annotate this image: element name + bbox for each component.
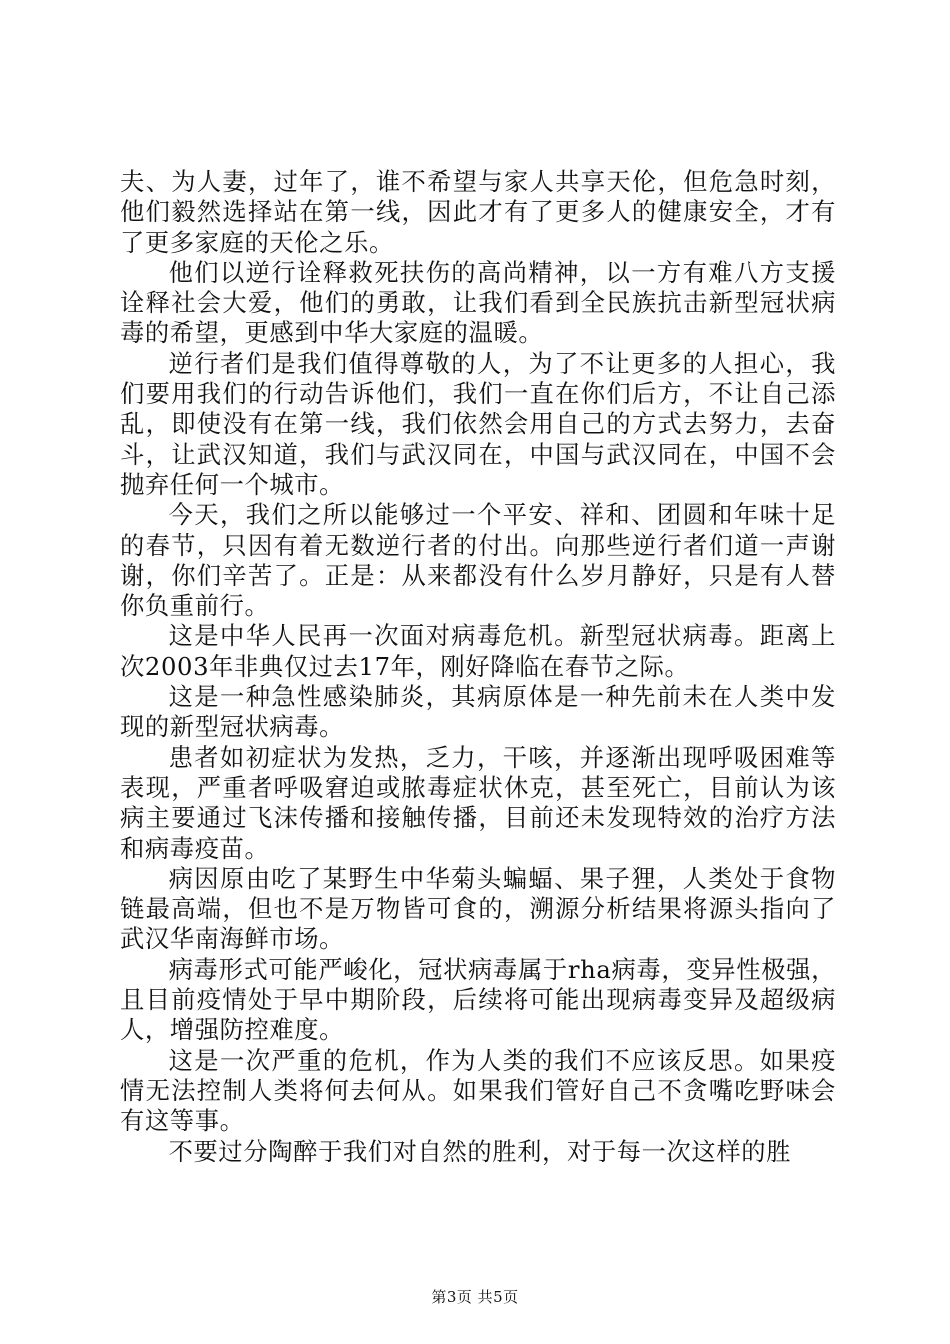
paragraph-10: 这是一次严重的危机，作为人类的我们不应该反思。如果疫情无法控制人类将何去何从。如果我们管好自己不贪嘴吃野味会有这等事。 [120, 1045, 836, 1136]
paragraph-3: 逆行者们是我们值得尊敬的人，为了不让更多的人担心，我们要用我们的行动告诉他们，我们一直在你们后方，不让自己添乱，即使没有在第一线，我们依然会用自己的方式去努力，去奋斗，让武汉知道，我们与武汉同在，中国与武汉同在，中国不会抛弃任何一个城市。 [120, 348, 836, 499]
paragraph-4: 今天，我们之所以能够过一个平安、祥和、团圆和年味十足的春节，只因有着无数逆行者的付出。向那些逆行者们道一声谢谢，你们辛苦了。正是：从来都没有什么岁月静好，只是有人替你负重前行。 [120, 500, 836, 621]
paragraph-1: 夫、为人妻，过年了，谁不希望与家人共享天伦，但危急时刻，他们毅然选择站在第一线，因此才有了更多人的健康安全，才有了更多家庭的天伦之乐。 [120, 167, 836, 257]
paragraph-6: 这是一种急性感染肺炎，其病原体是一种先前未在人类中发现的新型冠状病毒。 [120, 682, 836, 742]
paragraph-11: 不要过分陶醉于我们对自然的胜利，对于每一次这样的胜 [168, 1136, 792, 1166]
paragraph-2: 他们以逆行诠释救死扶伤的高尚精神，以一方有难八方支援诠释社会大爱，他们的勇敢，让我们看到全民族抗击新型冠状病毒的希望，更感到中华大家庭的温暖。 [120, 257, 836, 348]
paragraph-5: 这是中华人民再一次面对病毒危机。新型冠状病毒。距离上次2003年非典仅过去17年，刚好降临在春节之际。 [120, 621, 836, 681]
document-body [120, 167, 836, 1167]
paragraph-7: 患者如初症状为发热，乏力，干咳，并逐渐出现呼吸困难等表现，严重者呼吸窘迫或脓毒症状休克，甚至死亡，目前认为该病主要通过飞沫传播和接触传播，目前还未发现特效的治疗方法和病毒疫苗。 [120, 742, 836, 863]
page-number-footer: 第3页 共5页 [431, 1288, 519, 1306]
paragraph-8: 病因原由吃了某野生中华菊头蝙蝠、果子狸，人类处于食物链最高端，但也不是万物皆可食的，溯源分析结果将源头指向了武汉华南海鲜市场。 [120, 863, 836, 954]
paragraph-9: 病毒形式可能严峻化，冠状病毒属于rha病毒，变异性极强，且目前疫情处于早中期阶段，后续将可能出现病毒变异及超级病人，增强防控难度。 [120, 954, 836, 1045]
